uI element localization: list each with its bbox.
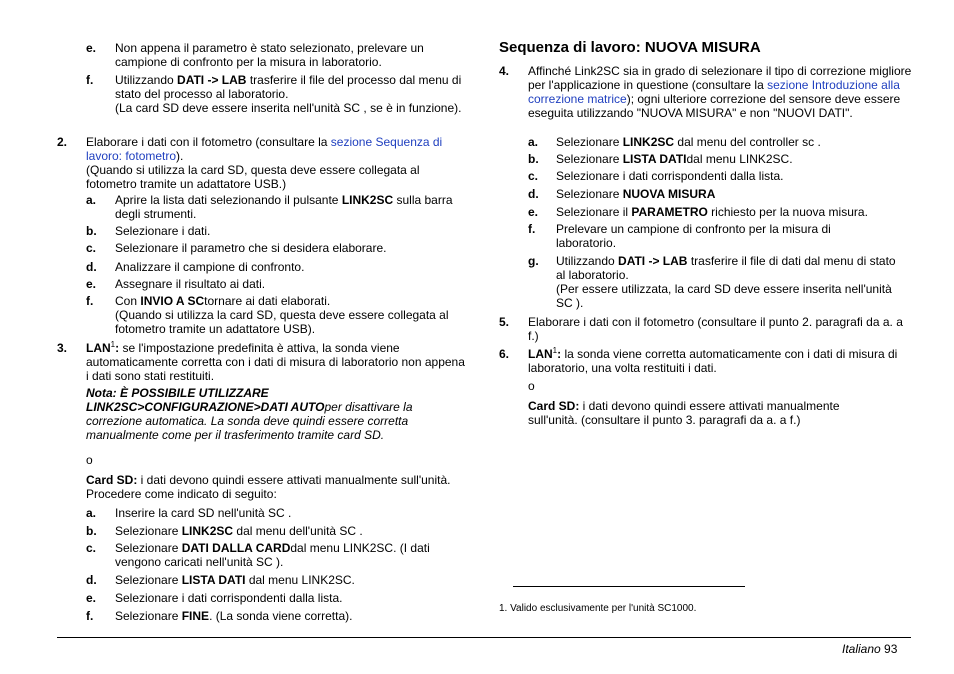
list-marker: b.	[86, 524, 97, 538]
list-marker: d.	[86, 573, 97, 587]
list-marker: f.	[86, 294, 94, 308]
list-item: Selezionare LISTA DATIdal menu LINK2SC.	[556, 152, 793, 166]
list-item: Selezionare DATI DALLA CARDdal menu LINK2SC. (I dati vengono caricati nell'unità SC ).	[115, 541, 430, 569]
list-item: Selezionare i dati corrispondenti dalla lista.	[556, 169, 784, 183]
list-marker: f.	[86, 73, 94, 87]
list-marker: e.	[86, 277, 97, 291]
list-item: Prelevare un campione di confronto per la misura di laboratorio.	[556, 222, 831, 250]
list-marker: f.	[86, 609, 94, 623]
list-item: Selezionare i dati.	[115, 224, 211, 238]
list-marker: e.	[528, 205, 539, 219]
list-item: Aprire la lista dati selezionando il pulsante LINK2SC sulla barra degli strumenti.	[115, 193, 453, 221]
step-text: Affinché Link2SC sia in grado di selezionare il tipo di correzione migliore per l'applicazione in questione (consultare la sezione Introduzione alla correzione matrice); ogni ulteriore correzione del sensore deve essere eseguita utilizzando "NUOVA MISURA" e non "NUOVI DATI".	[528, 64, 912, 120]
list-item: Selezionare i dati corrispondenti dalla lista.	[115, 591, 343, 605]
step-text: Elaborare i dati con il fotometro (consultare la sezione Sequenza di lavoro: fotometro). (Quando si utilizza la card SD, questa deve essere collegata al fotometro tramite un adattatore USB.)	[86, 135, 443, 191]
footnote-rule	[513, 586, 745, 587]
card-sd-text: Card SD: i dati devono quindi essere attivati manualmente sull'unità. Procedere come indicato di seguito:	[86, 473, 451, 501]
footer-language: Italiano	[842, 642, 881, 656]
list-marker: a.	[528, 135, 539, 149]
list-marker: f.	[528, 222, 536, 236]
list-item: Utilizzando DATI -> LAB trasferire il file del processo dal menu di stato del processo al laboratorio. (La card SD deve essere inserita nell'unità SC , se è in funzione).	[115, 73, 462, 115]
list-marker: a.	[86, 506, 97, 520]
section-link[interactable]: sezione Introduzione alla correzione matrice	[528, 78, 900, 106]
list-marker: b.	[86, 224, 97, 238]
step-number: 5.	[499, 315, 510, 329]
step-text: Elaborare i dati con il fotometro (consultare il punto 2. paragrafi da a. a f.)	[528, 315, 903, 343]
or-text: o	[528, 379, 535, 393]
list-item: Selezionare NUOVA MISURA	[556, 187, 716, 201]
section-link[interactable]: sezione Sequenza di lavoro: fotometro	[86, 135, 443, 163]
list-item: Selezionare il PARAMETRO richiesto per la nuova misura.	[556, 205, 868, 219]
list-item: Assegnare il risultato ai dati.	[115, 277, 266, 291]
list-item: Utilizzando DATI -> LAB trasferire il file di dati dal menu di stato al laboratorio. (Per essere utilizzata, la card SD deve essere inserita nell'unità SC ).	[556, 254, 896, 310]
list-item: Selezionare il parametro che si desidera elaborare.	[115, 241, 387, 255]
section-heading: Sequenza di lavoro: NUOVA MISURA	[499, 39, 761, 56]
footnote: 1. Valido esclusivamente per l'unità SC1000.	[499, 603, 697, 614]
list-marker: e.	[86, 591, 97, 605]
footer-rule	[57, 637, 911, 638]
list-marker: a.	[86, 193, 97, 207]
or-text: o	[86, 453, 93, 467]
list-item: Selezionare LISTA DATI dal menu LINK2SC.	[115, 573, 355, 587]
list-marker: b.	[528, 152, 539, 166]
list-item: Con INVIO A SCtornare ai dati elaborati. (Quando si utilizza la card SD, questa deve essere collegata al fotometro tramite un adattatore USB).	[115, 294, 449, 336]
card-sd-text: Card SD: i dati devono quindi essere attivati manualmente sull'unità. (consultare il punto 3. paragrafi da a. a f.)	[528, 399, 840, 427]
page-footer	[842, 642, 897, 656]
step-number: 3.	[57, 341, 68, 355]
step-number: 4.	[499, 64, 510, 78]
step-number: 6.	[499, 347, 510, 361]
list-marker: d.	[528, 187, 539, 201]
list-marker: c.	[86, 541, 97, 555]
page-number: 93	[884, 642, 898, 656]
step-text: LAN$^1$: la sonda viene corretta automaticamente con i dati di misura di laboratorio, una volta restituiti i dati.	[528, 346, 898, 375]
list-marker: c.	[528, 169, 539, 183]
list-item: Selezionare LINK2SC dal menu del controller sc .	[556, 135, 821, 149]
step-text: LAN$^1$: se l'impostazione predefinita è attiva, la sonda viene automaticamente corretta con i dati di misura di laboratorio non appena i dati sono stati restituiti.	[86, 340, 465, 383]
list-marker: g.	[528, 254, 539, 268]
list-item: Selezionare LINK2SC dal menu dell'unità SC .	[115, 524, 363, 538]
step-number: 2.	[57, 135, 68, 149]
note: Nota: È POSSIBILE UTILIZZARE LINK2SC>CONFIGURAZIONE>DATI AUTOper disattivare la correzione automatica. La sonda deve quindi essere corretta manualmente come per il trasferimento tramite card SD.	[86, 386, 413, 442]
list-marker: e.	[86, 41, 97, 55]
list-item: Selezionare FINE. (La sonda viene corretta).	[115, 609, 353, 623]
list-item: Analizzare il campione di confronto.	[115, 260, 305, 274]
list-item: Inserire la card SD nell'unità SC .	[115, 506, 292, 520]
list-marker: c.	[86, 241, 97, 255]
list-item: Non appena il parametro è stato selezionato, prelevare un campione di confronto per la misura in laboratorio.	[115, 41, 424, 69]
list-marker: d.	[86, 260, 97, 274]
